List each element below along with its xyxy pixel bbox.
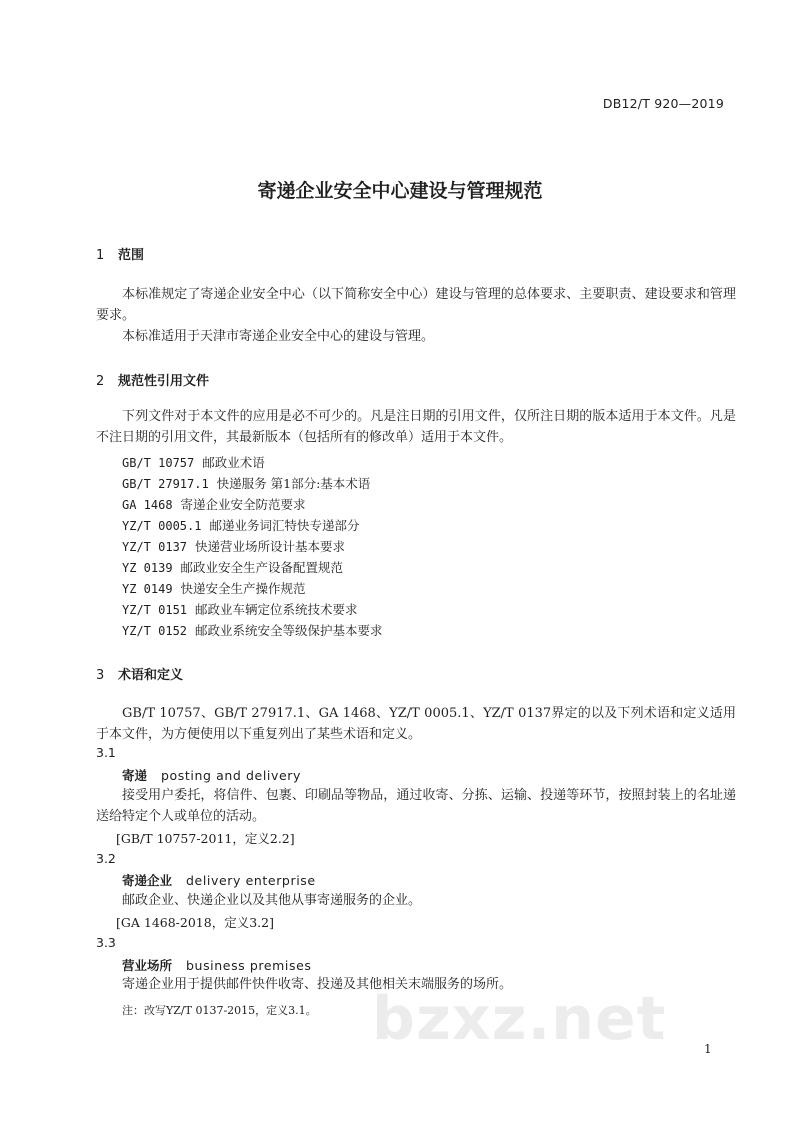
section-title: 规范性引用文件 bbox=[118, 374, 210, 389]
section-number: 1 bbox=[96, 248, 105, 263]
term-english: business premises bbox=[186, 958, 312, 973]
term-source: [GA 1468-2018，定义3.2] bbox=[116, 915, 274, 930]
term-definition: 邮政企业、快递企业以及其他从事寄递服务的企业。 bbox=[122, 893, 422, 908]
reference-item bbox=[122, 474, 370, 492]
page-number: 1 bbox=[704, 1042, 712, 1056]
term-note: 注：改写YZ/T 0137-2015，定义3.1。 bbox=[122, 1004, 317, 1017]
section-heading-scope bbox=[96, 244, 144, 263]
reference-item bbox=[122, 558, 343, 576]
reference-item bbox=[122, 621, 383, 639]
watermark: bzxz.net bbox=[372, 984, 667, 1054]
term-heading bbox=[122, 871, 316, 889]
reference-title: 邮政业车辆定位系统技术要求 bbox=[194, 602, 358, 617]
reference-code: YZ/T 0152 bbox=[122, 624, 188, 638]
reference-title: 快递安全生产操作规范 bbox=[180, 581, 306, 596]
paragraph: 本标准规定了寄递企业安全中心（以下简称安全中心）建设与管理的总体要求、主要职责、建设要求和管理要求。 bbox=[96, 287, 736, 323]
term-number: 3.2 bbox=[96, 851, 116, 866]
reference-code: YZ/T 0151 bbox=[122, 603, 188, 617]
reference-title: 邮递业务词汇特快专递部分 bbox=[209, 518, 360, 533]
reference-title: 邮政业术语 bbox=[202, 455, 265, 470]
reference-title: 邮政业系统安全等级保护基本要求 bbox=[194, 623, 383, 638]
document-code: DB12/T 920—2019 bbox=[602, 96, 724, 111]
reference-item bbox=[122, 495, 306, 513]
reference-code: YZ 0149 bbox=[122, 582, 173, 596]
reference-code: GA 1468 bbox=[122, 498, 173, 512]
reference-code: YZ 0139 bbox=[122, 561, 173, 575]
term-number: 3.1 bbox=[96, 745, 116, 760]
section-title: 范围 bbox=[118, 248, 145, 263]
section-title: 术语和定义 bbox=[118, 668, 184, 683]
reference-title: 邮政业安全生产设备配置规范 bbox=[180, 560, 344, 575]
term-source: [GB/T 10757-2011，定义2.2] bbox=[116, 831, 295, 846]
term-chinese: 寄递 bbox=[122, 768, 148, 783]
reference-code: YZ/T 0005.1 bbox=[122, 519, 202, 533]
section-heading-normative-references bbox=[96, 370, 209, 389]
term-english: delivery enterprise bbox=[186, 873, 316, 888]
reference-item bbox=[122, 600, 358, 618]
reference-title: 快递服务 第1部分:基本术语 bbox=[216, 476, 371, 491]
term-definition: 接受用户委托，将信件、包裹、印刷品等物品，通过收寄、分拣、运输、投递等环节，按照封装上的名址递送给特定个人或单位的活动。 bbox=[96, 788, 736, 824]
term-heading bbox=[122, 766, 301, 784]
term-definition: 寄递企业用于提供邮件快件收寄、投递及其他相关末端服务的场所。 bbox=[122, 977, 513, 992]
reference-code: GB/T 10757 bbox=[122, 456, 195, 470]
term-chinese: 营业场所 bbox=[122, 958, 173, 973]
document-title: 寄递企业安全中心建设与管理规范 bbox=[257, 180, 543, 202]
reference-code: GB/T 27917.1 bbox=[122, 477, 209, 491]
reference-item bbox=[122, 537, 345, 555]
term-chinese: 寄递企业 bbox=[122, 873, 173, 888]
section-heading-terms-and-definitions bbox=[96, 664, 183, 683]
section-number: 3 bbox=[96, 668, 105, 683]
reference-code: YZ/T 0137 bbox=[122, 540, 188, 554]
term-english: posting and delivery bbox=[161, 768, 302, 783]
section-number: 2 bbox=[96, 374, 105, 389]
term-number: 3.3 bbox=[96, 935, 116, 950]
paragraph: 下列文件对于本文件的应用是必不可少的。凡是注日期的引用文件，仅所注日期的版本适用于本文件。凡是不注日期的引用文件，其最新版本（包括所有的修改单）适用于本文件。 bbox=[96, 409, 736, 445]
reference-title: 寄递企业安全防范要求 bbox=[180, 497, 306, 512]
paragraph: 本标准适用于天津市寄递企业安全中心的建设与管理。 bbox=[122, 329, 435, 344]
reference-title: 快递营业场所设计基本要求 bbox=[194, 539, 345, 554]
reference-item bbox=[122, 453, 265, 471]
term-heading bbox=[122, 956, 312, 974]
paragraph: GB/T 10757、GB/T 27917.1、GA 1468、YZ/T 0005.1、YZ/T 0137界定的以及下列术语和定义适用于本文件，为方便使用以下重复列出了某些术语和定义。 bbox=[96, 706, 736, 742]
reference-item bbox=[122, 579, 306, 597]
reference-item bbox=[122, 516, 359, 534]
